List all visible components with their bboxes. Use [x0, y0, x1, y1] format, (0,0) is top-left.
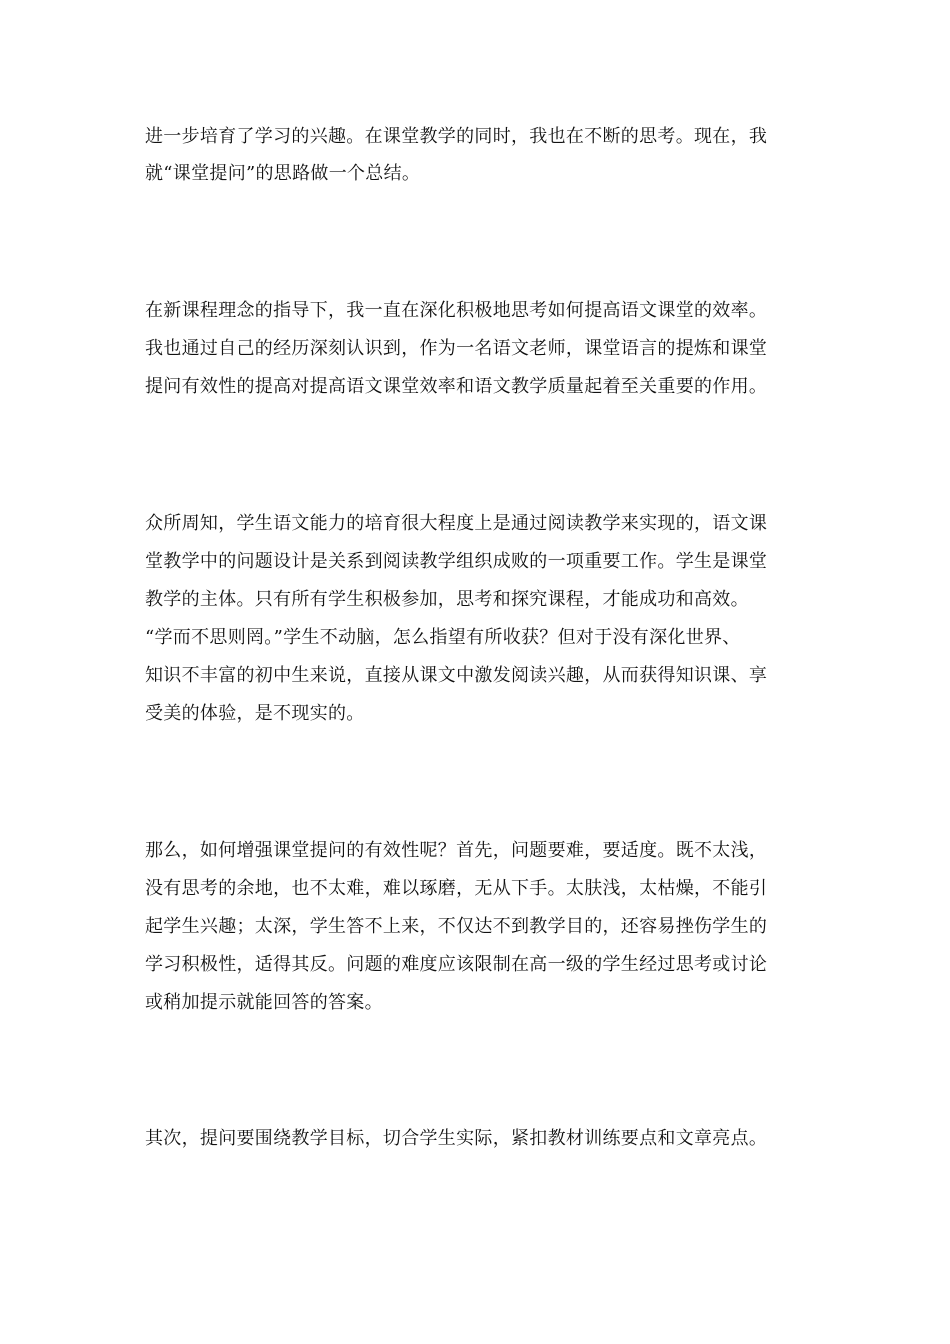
text-line: 进一步培育了学习的兴趣。在课堂教学的同时，我也在不断的思考。现在，我 [145, 126, 768, 147]
text-line: 就“课堂提问”的思路做一个总结。 [145, 163, 421, 184]
text-line: 在新课程理念的指导下，我一直在深化积极地思考如何提高语文课堂的效率。 [145, 300, 768, 321]
text-line: 其次，提问要围绕教学目标，切合学生实际，紧扣教材训练要点和文章亮点。 [145, 1128, 768, 1149]
text-line: “学而不思则罔。”学生不动脑，怎么指望有所收获？但对于没有深化世界、 [145, 627, 741, 648]
text-line: 学习积极性，适得其反。问题的难度应该限制在高一级的学生经过思考或讨论 [145, 954, 768, 975]
text-line: 受美的体验，是不现实的。 [145, 703, 365, 724]
text-line: 那么，如何增强课堂提问的有效性呢？首先，问题要难，要适度。既不太浅， [145, 840, 768, 861]
text-line: 堂教学中的问题设计是关系到阅读教学组织成败的一项重要工作。学生是课堂 [145, 551, 768, 572]
text-line: 众所周知，学生语文能力的培育很大程度上是通过阅读教学来实现的，语文课 [145, 513, 768, 534]
text-line: 提问有效性的提高对提高语文课堂效率和语文教学质量起着至关重要的作用。 [145, 376, 768, 397]
text-line: 没有思考的余地，也不太难，难以琢磨，无从下手。太肤浅，太枯燥，不能引 [145, 878, 768, 899]
text-line: 知识不丰富的初中生来说，直接从课文中激发阅读兴趣，从而获得知识课、享 [145, 665, 768, 686]
text-line: 教学的主体。只有所有学生积极参加，思考和探究课程，才能成功和高效。 [145, 589, 749, 610]
text-line: 起学生兴趣；太深，学生答不上来，不仅达不到教学目的，还容易挫伤学生的 [145, 916, 768, 937]
text-line: 或稍加提示就能回答的答案。 [145, 992, 383, 1013]
text-line: 我也通过自己的经历深刻认识到，作为一名语文老师，课堂语言的提炼和课堂 [145, 338, 768, 359]
